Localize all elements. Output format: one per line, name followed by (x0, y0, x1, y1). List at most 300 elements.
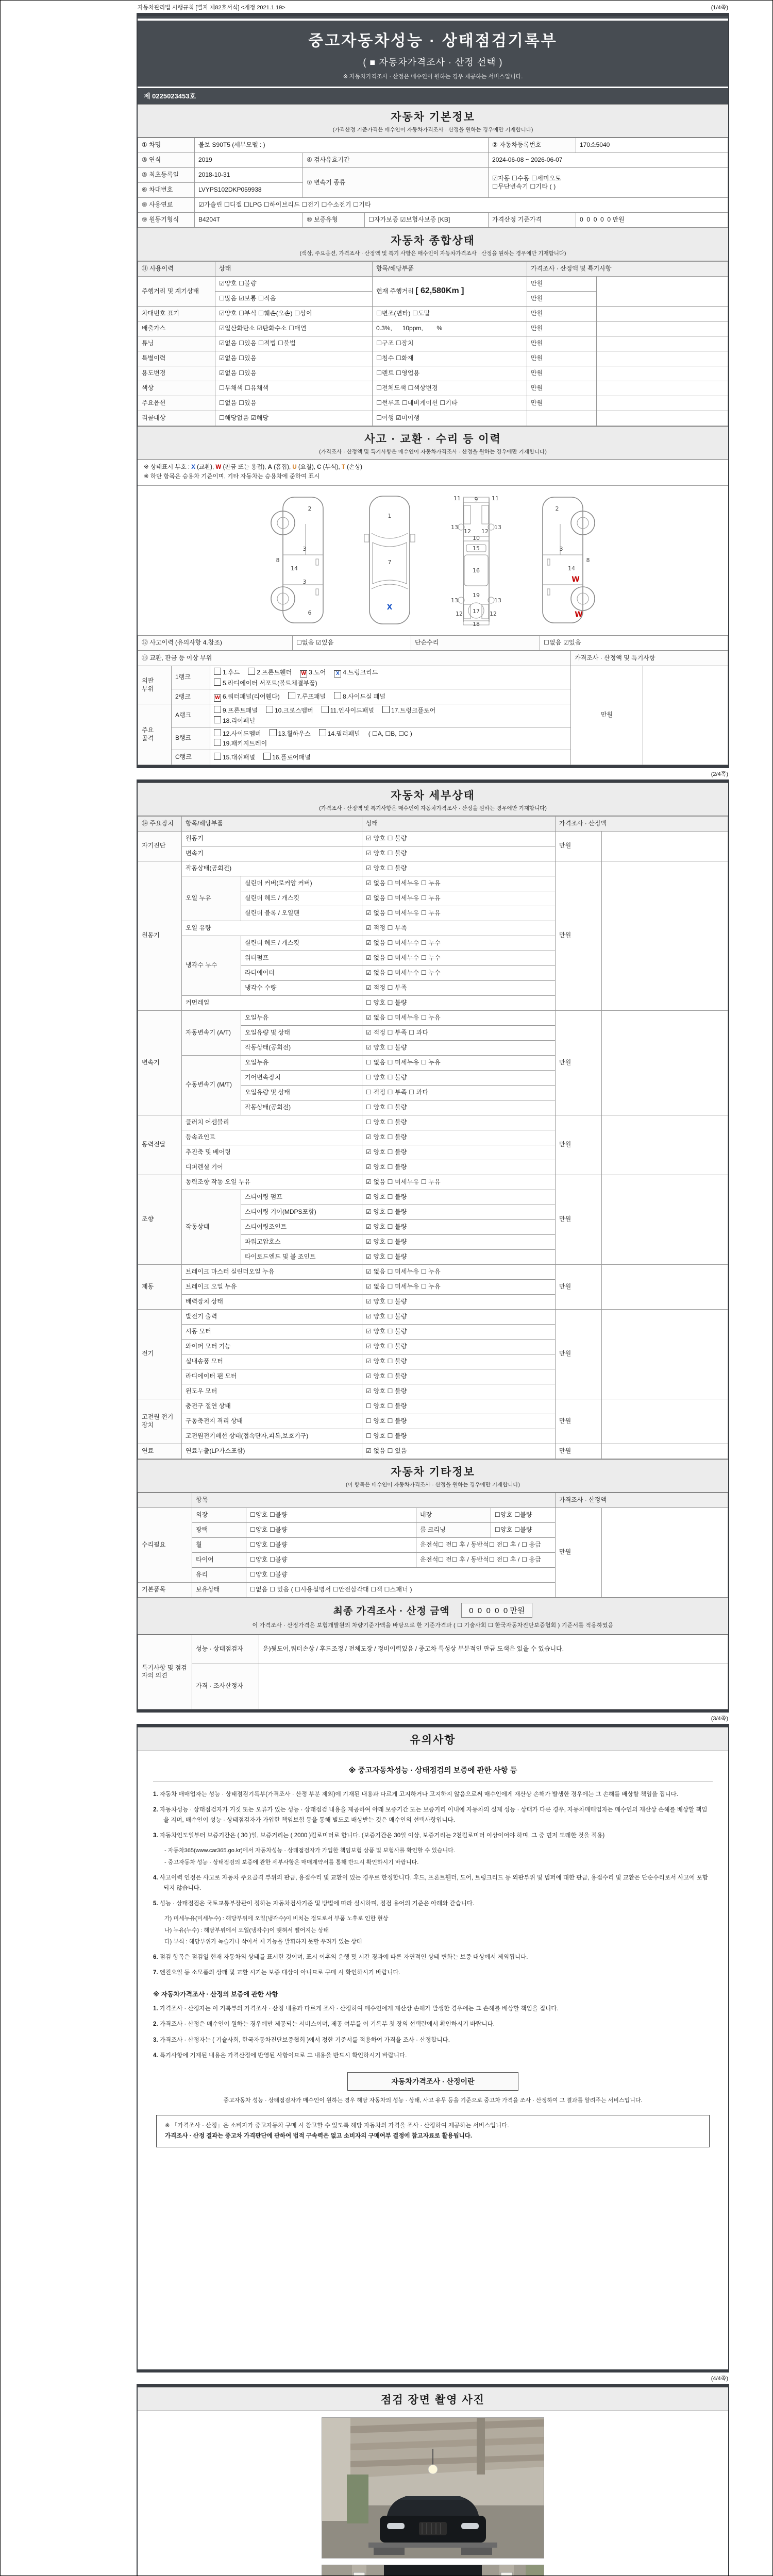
column-header: 항목/해당부품 (373, 262, 527, 277)
device-group-label: 자기진단 (138, 831, 182, 861)
cell-note (602, 1399, 728, 1444)
notice-sub-item: - 중고자동차 성능 · 상태점검의 보증에 관한 세부사항은 매매계약서를 통해 반드시 확인하시기 바랍니다. (164, 1859, 419, 1866)
cell-label: 내장 (416, 1507, 491, 1522)
rank-label: A랭크 (172, 704, 210, 727)
diagram-part-label: 13 (451, 597, 458, 604)
cell-price (527, 411, 597, 426)
section-overall-note: (색상, 주요옵션, 가격조사 · 산정액 및 특기 사항은 매수인이 자동차가격조사 · 산정을 원하는 경우에만 기재합니다) (299, 250, 566, 257)
sub-group-label: 수동변속기 (M/T) (182, 1055, 241, 1115)
notice-item: 5. 성능 · 상태점검은 국토교통부장관이 정하는 자동차검사기준 및 방법에 따라 실시하며, 점검 용어의 기준은 아래와 같습니다. (153, 1900, 475, 1907)
diagram-part-label: 2 (555, 505, 559, 512)
warranty-type-value: ☐자가보증 ☑보험사보증 [KB] (365, 213, 489, 228)
cell-options: ☑ 없음 ☐ 미세누유 ☐ 누유 (362, 1264, 556, 1279)
cell-options: ☑ 양호 ☐ 불량 (362, 1249, 556, 1264)
cell-item: 파워고압호스 (241, 1234, 362, 1249)
notice-sub-item: 나) 누유(누수) : 해당부위에서 오일(냉각수)이 맺혀서 떨어지는 상태 (164, 1927, 329, 1934)
cell-label: 외장 (192, 1507, 246, 1522)
cell-note (602, 1264, 728, 1309)
cell-item: 충전구 절연 상태 (182, 1399, 362, 1414)
block-notice (137, 1724, 729, 2372)
rank-item: 15.대쉬패널 (214, 754, 255, 761)
device-group-label: 동력전달 (138, 1115, 182, 1175)
price-header: 가격조사 · 산정액 및 특기사항 (571, 651, 728, 666)
year-label: ③ 연식 (138, 153, 195, 168)
diagram-part-label: 14 (291, 565, 298, 572)
diagram-part-label: 10 (473, 534, 480, 541)
cell-item: 클러치 어셈블리 (182, 1115, 362, 1130)
device-group-label: 변속기 (138, 1010, 182, 1115)
final-price-note: 이 가격조사 · 산정가격은 보험개발원의 차량기준가액을 바탕으로 한 기준가격과 ( ☐ 기술사회 ☐ 한국자동차진단보증협회 ) 기준서를 적용하였음 (252, 1622, 614, 1629)
checkbox-icon (214, 716, 221, 723)
cell-item: 등속죠인트 (182, 1130, 362, 1145)
notice-item: 2. 자동차성능 · 상태점검자가 거짓 또는 오류가 있는 성능 · 상태점검 내용을 제공하여 아래 보증기간 또는 보증거리 이내에 자동차의 실제 성능 · 상태가 다른 경우, 자동차매매업자는 매수인의 재산상 손해를 배상할 책임을 지며, 매수인이 성능 · 상태점검자가 가입한 책임보험 등을 통해 별도로 배상받는 것은 매수인의 선택사항입니다. (153, 1806, 708, 1823)
cell-options: ☑ 적정 ☐ 부족 (362, 980, 556, 995)
cell-item: 브레이크 오일 누유 (182, 1279, 362, 1294)
checkbox-icon (319, 729, 326, 736)
cell-options: ☑ 양호 ☐ 불량 (362, 1384, 556, 1399)
cell-options: ☑ 적정 ☐ 부족 (362, 921, 556, 936)
cell-options: ☑ 없음 ☐ 미세누수 ☐ 누수 (362, 965, 556, 980)
cell-label: 광택 (192, 1522, 246, 1537)
cell-item: 변속기 (182, 846, 362, 861)
notice-footer-line1: ※ 「가격조사 · 산정」은 소비자가 중고자동차 구매 시 참고할 수 있도록 해당 자동차의 가격을 조사 · 산정하여 제공하는 서비스입니다. (165, 2122, 509, 2129)
cell-item: 실내송풍 모터 (182, 1354, 362, 1369)
cell-price: 만원 (527, 292, 597, 307)
price-survey-option-label: ( ■ 자동차가격조사 · 산정 선택 ) (363, 57, 503, 67)
title-divider (138, 19, 728, 21)
cell-note (602, 1309, 728, 1399)
price-survey-note: ※ 자동차가격조사 · 산정은 매수인이 원하는 경우 제공하는 서비스입니다. (343, 74, 523, 80)
rank-item: W 3.도어 (300, 669, 326, 676)
opinion-label: 특기사항 및 점검자의 의견 (138, 1635, 192, 1709)
appraiser-label: 가격 · 조사산정자 (192, 1664, 259, 1709)
cell-item: 라디에이터 (241, 965, 362, 980)
checkbox-icon (214, 706, 221, 713)
section-basic-info-title: 자동차 기본정보 (391, 111, 475, 123)
cell-note (602, 1010, 728, 1115)
cell-label: 휠 (192, 1537, 246, 1552)
section-overall-header (138, 228, 728, 261)
page-number-2: (2/4쪽) (711, 771, 728, 777)
diagram-part-label: 13 (451, 523, 458, 531)
rank-items (210, 750, 571, 765)
cell-options: ☐ 양호 ☐ 불량 (362, 1414, 556, 1429)
inspection-photo-underbody (322, 2565, 544, 2576)
notice-sub-item: - 자동차365(www.car365.go.kr)에서 자동차성능 · 상태점검자가 가입한 책임보험 상품 및 보험사를 확인할 수 있습니다. (164, 1848, 455, 1854)
cell-price: 만원 (556, 1115, 602, 1175)
cell-options: ☑ 없음 ☐ 미세누유 ☐ 누유 (362, 906, 556, 921)
rank-items (210, 666, 571, 689)
cell-options: ☑ 없음 ☐ 미세누수 ☐ 누수 (362, 936, 556, 951)
cell-item: 추진축 및 베어링 (182, 1145, 362, 1160)
overall-state-table (138, 261, 728, 426)
rank-item: 1.후드 (214, 669, 240, 676)
legend-text: (판금 또는 용접), (221, 464, 268, 470)
panel-group-label: 주요 골격 (138, 704, 172, 765)
cell-options: ☑ 양호 ☐ 불량 (362, 1145, 556, 1160)
etc-info-table (138, 1493, 728, 1598)
notice-body (138, 1751, 728, 2369)
diagram-part-label: 19 (473, 591, 480, 599)
cell-options: ☐양호 ☐불량 (246, 1567, 556, 1582)
cell-options: ☐ 양호 ☐ 불량 (362, 1100, 556, 1115)
base-price-value: 0 0 0 0 0 만원 (576, 213, 728, 228)
sub-group-label: 자동변속기 (A/T) (182, 1010, 241, 1055)
cell-item: 타이로드엔드 및 볼 조인트 (241, 1249, 362, 1264)
rank-item: 19.패키지트레이 (214, 740, 267, 747)
checkbox-icon (270, 729, 277, 736)
section-detail-title: 자동차 세부상태 (391, 789, 475, 802)
damage-mark-w-icon: W (214, 694, 221, 702)
section-overall-title: 자동차 종합상태 (391, 235, 475, 247)
cell-price: 만원 (556, 1444, 602, 1459)
etc-group-label: 수리필요 (138, 1507, 192, 1582)
cell-options: ☐ 양호 ☐ 불량 (362, 1070, 556, 1085)
column-header: ⑪ 사용이력 (138, 262, 215, 277)
notice-item: 4. 사고이력 인정은 사고로 자동차 주요골격 부위의 판금, 용접수리 및 교환이 있는 경우로 한정합니다. 후드, 프론트휀더, 도어, 트렁크리드 등 외판부위 및 범퍼에 대한 판금, 용접수리 및 교환은 단순수리로서 사고에 포함되지 않습니다. (153, 1874, 708, 1891)
damage-symbol-a: A (267, 464, 272, 470)
cell-label: 주행거리 및 계기상태 (138, 277, 215, 307)
first-reg-label: ⑤ 최초등록일 (138, 168, 195, 183)
block-detail-state (137, 779, 729, 1713)
checkbox-icon (263, 753, 271, 760)
cell-options: ☐양호 ☐불량 (246, 1522, 416, 1537)
cell-item: ☐썬루프 ☐네비게이션 ☐기타 (373, 396, 527, 411)
cell-options: ☑ 적정 ☐ 부족 ☐ 과다 (362, 1025, 556, 1040)
car-name-label: ① 차명 (138, 138, 195, 153)
damage-symbol-t: T (341, 464, 345, 470)
diagram-part-label: 1 (388, 512, 392, 519)
section-etc-header (138, 1459, 728, 1493)
cell-label: 튜닝 (138, 336, 215, 351)
cell-item: 스티어링 기어(MDPS포함) (241, 1205, 362, 1219)
cell-options: ☑ 양호 ☐ 불량 (362, 1369, 556, 1384)
cell-options: ☑ 양호 ☐ 불량 (362, 1040, 556, 1055)
section-basic-info-header (138, 104, 728, 138)
cell-options: ☑ 없음 ☐ 미세누유 ☐ 누유 (362, 876, 556, 891)
damage-mark-x-icon: X (334, 670, 341, 677)
diagram-part-label: 3 (559, 545, 563, 552)
diagram-part-label: W (572, 575, 580, 584)
damage-symbol-w: W (215, 464, 222, 470)
cell-price: 만원 (527, 336, 597, 351)
column-header: 상태 (362, 816, 556, 831)
cell-note (597, 381, 728, 396)
panel-rank-table (138, 651, 728, 765)
diagram-part-label: 13 (494, 523, 501, 531)
cell-options: ☑ 없음 ☐ 미세누유 ☐ 누유 (362, 891, 556, 906)
rank-label: 2랭크 (172, 689, 210, 704)
cell-options: ☑ 양호 ☐ 불량 (362, 846, 556, 861)
rank-label: C랭크 (172, 750, 210, 765)
cell-options: ☑ 양호 ☐ 불량 (362, 1294, 556, 1309)
cell-note (643, 666, 728, 765)
diagram-part-label: X (386, 603, 393, 612)
cell-item: 라디에이터 팬 모터 (182, 1369, 362, 1384)
diagram-part-label: 8 (276, 556, 280, 564)
cell-options: ☑ 양호 ☐ 불량 (362, 1160, 556, 1175)
accident-history-table (138, 635, 728, 651)
document-title-box (138, 16, 728, 87)
section-detail-note: (가격조사 · 산정액 및 특기사항은 매수인이 자동차가격조사 · 산정을 원하는 경우에만 기재합니다) (319, 805, 547, 811)
rank-item: 8.사이드실 패널 (334, 693, 385, 700)
notice-item: 2. 가격조사 · 산정은 매수인이 원하는 경우에만 제공되는 서비스이며, 제공 여부를 이 기록부 첫 장의 선택란에서 확인하시기 바랍니다. (153, 2021, 495, 2028)
cell-item: 실린더 헤드 / 개스킷 (241, 891, 362, 906)
diagram-part-label: 14 (568, 565, 575, 572)
cell-item: 와이퍼 모터 기능 (182, 1339, 362, 1354)
cell-item: 현재 주행거리 [ 62,580Km ] (373, 277, 527, 307)
cell-item: 고전원전기배선 상태(접속단자,피복,보호기구) (182, 1429, 362, 1444)
section-basic-info-note: (가격산정 기준가격은 매수인이 자동차가격조사 · 산정을 원하는 경우에만 기재합니다) (332, 127, 533, 133)
reg-no-value: 170소5040 (576, 138, 728, 153)
page-number-1: (1/4쪽) (711, 5, 728, 11)
cell-item: 오일누유 (241, 1010, 362, 1025)
diagram-part-label: 9 (474, 496, 478, 503)
cell-item: ☐렌트 ☐영업용 (373, 366, 527, 381)
cell-options: ☑ 없음 ☐ 미세누수 ☐ 누수 (362, 951, 556, 965)
cell-options: ☐해당없음 ☑해당 (215, 411, 373, 426)
diagram-part-label: 12 (456, 610, 463, 617)
rank-item: 9.프론트패널 (214, 707, 258, 714)
cell-options: ☑ 양호 ☐ 불량 (362, 861, 556, 876)
cell-options: ☑ 없음 ☐ 미세누유 ☐ 누유 (362, 1279, 556, 1294)
cell-options: ☐없음 ☐있음 (215, 396, 373, 411)
transmission-label: ⑦ 변속기 종류 (303, 168, 489, 198)
cell-item: 실린더 커버(로커암 커버) (241, 876, 362, 891)
cell-item: 오일누유 (241, 1055, 362, 1070)
diagram-part-label: 13 (494, 597, 501, 604)
notice-sub-item: 가) 미세누유(미세누수) : 해당부위에 오일(냉각수)이 비치는 정도로서 부품 노후로 인한 현상 (164, 1916, 389, 1922)
column-header: 항목/해당부품 (182, 816, 362, 831)
cell-options: ☐없음 ☐ 있음 ( ☐사용설명서 ☐안전삼각대 ☐잭 ☐스패너 ) (246, 1582, 556, 1597)
column-header: ⑭ 주요장치 (138, 816, 182, 831)
rank-label: 1랭크 (172, 666, 210, 689)
cell-options: ☐무채색 ☐유채색 (215, 381, 373, 396)
vin-value: LVYPS102DKP059938 (195, 183, 303, 198)
rank-item: 12.사이드멤버 (214, 730, 261, 737)
cell-item: ☐전체도색 ☐색상변경 (373, 381, 527, 396)
cell-label: 보유상태 (192, 1582, 246, 1597)
cell-item: ☐침수 ☐화재 (373, 351, 527, 366)
cell-item: 오일유량 및 상태 (241, 1025, 362, 1040)
simple-repair-label: 단순수리 (411, 635, 540, 650)
device-group-label: 제동 (138, 1264, 182, 1309)
cell-options: ☑일산화탄소 ☑탄화수소 ☐매연 (215, 321, 373, 336)
accident-history-label: ⑫ 사고이력 (유의사항 4.참조) (138, 635, 293, 650)
cell-price: 만원 (556, 1264, 602, 1309)
cell-item: 스티어링조인트 (241, 1219, 362, 1234)
diagram-part-label: 11 (453, 495, 461, 502)
cell-price: 만원 (527, 307, 597, 321)
diagram-part-label: 7 (388, 558, 392, 566)
column-header: 항목 (192, 1493, 556, 1507)
photos-title: 점검 장면 촬영 사진 (381, 2394, 485, 2406)
cell-item: 작동상태(공회전) (241, 1100, 362, 1115)
cell-item: 동력조향 작동 오일 누유 (182, 1175, 362, 1190)
cell-price: 만원 (556, 1175, 602, 1264)
cell-price: 만원 (527, 321, 597, 336)
section-etc-note: (이 항목은 매수인이 자동차가격조사 · 산정을 원하는 경우에만 기재합니다) (345, 1481, 520, 1488)
cell-item: 스티어링 펌프 (241, 1190, 362, 1205)
cell-label: 리콜대상 (138, 411, 215, 426)
car-right-side-diagram (534, 493, 601, 627)
rank-item: 2.프론트휀더 (248, 669, 292, 676)
section-accident-header (138, 426, 728, 460)
cell-label: 특별이력 (138, 351, 215, 366)
cell-options: ☐양호 ☐불량 (491, 1522, 556, 1537)
cell-item: 실린더 헤드 / 개스킷 (241, 936, 362, 951)
car-underbody-diagram (448, 493, 505, 627)
price-survey-definition-title: 자동차가격조사 · 산정이란 (347, 2072, 518, 2091)
cell-label: 타이어 (192, 1552, 246, 1567)
checkbox-icon (248, 668, 255, 675)
notice-warranty-header: ※ 중고자동차성능 · 상태점검의 보증에 관한 사항 등 (153, 1758, 713, 1782)
accident-history-options: ☐없음 ☑있음 (293, 635, 411, 650)
cell-options: ☑ 없음 ☐ 미세누유 ☐ 누유 (362, 1010, 556, 1025)
inspector-label: 성능 · 상태점검자 (192, 1635, 259, 1664)
cell-label: 주요옵션 (138, 396, 215, 411)
cell-note (597, 351, 728, 366)
basic-info-table (138, 138, 728, 228)
cell-options: ☐많음 ☑보통 ☐적음 (215, 292, 373, 307)
cell-price: 만원 (556, 1010, 602, 1115)
checkbox-icon (322, 706, 329, 713)
cell-price: 만원 (556, 1399, 602, 1444)
cell-note (597, 307, 728, 321)
cell-label: 배출가스 (138, 321, 215, 336)
transmission-options-line2: ☐무단변속기 ☐기타 ( ) (492, 182, 556, 190)
cell-options: ☑ 양호 ☐ 불량 (362, 1205, 556, 1219)
cell-item: 배력장치 상태 (182, 1294, 362, 1309)
cell-options: ☑ 양호 ☐ 불량 (362, 1339, 556, 1354)
cell-price: 만원 (527, 277, 597, 292)
first-reg-value: 2018-10-31 (195, 168, 303, 183)
car-top-view-diagram (361, 493, 418, 627)
legend-text: (흠집), (272, 464, 293, 470)
transmission-value (489, 168, 728, 198)
car-left-side-diagram (264, 493, 331, 627)
checkbox-icon (266, 706, 273, 713)
section-etc-title: 자동차 기타정보 (391, 1466, 475, 1478)
rank-label: B랭크 (172, 727, 210, 750)
rank-item: 14.필러패널 (319, 730, 360, 737)
notice-footer-line2: 가격조사 · 산정 결과는 중고차 가격판단에 관하여 법적 구속력은 없고 소비자의 구매여부 결정에 참고자료로 활용됩니다. (165, 2133, 473, 2140)
rank-item: 5.라디에이터 서포트(볼트체결부품) (214, 680, 317, 687)
inspection-label: ④ 검사유효기간 (303, 153, 489, 168)
cell-item: 구동축전지 격리 상태 (182, 1414, 362, 1429)
parts-header: ⑬ 교환, 판금 등 이상 부위 (138, 651, 571, 666)
rank-items (210, 727, 571, 750)
cell-item: 워터펌프 (241, 951, 362, 965)
device-group-label: 고전원 전기장치 (138, 1399, 182, 1444)
base-price-label: 가격산정 기준가격 (489, 213, 576, 228)
rank-item: 18.리어패널 (214, 717, 255, 724)
legend-prefix: ※ 상태표시 부호 : (144, 464, 192, 470)
cell-options: ☑없음 ☐있음 (215, 351, 373, 366)
notice-item: 1. 가격조사 · 산정자는 이 기록부의 가격조사 · 산정 내용과 다르게 조사 · 산정하여 매수인에게 재산상 손해가 발생한 경우에는 그 손해를 배상할 책임을 집니다. (153, 2006, 559, 2012)
checkbox-icon (214, 679, 221, 686)
cell-item: 0.3%, 10ppm, % (373, 321, 527, 336)
cell-options: ☑ 없음 ☐ 있음 (362, 1444, 556, 1459)
diagram-part-label: W (575, 610, 583, 619)
regulation-reference: 자동차관리법 시행규칙 [별지 제82호서식] <개정 2021.1.19> (138, 5, 285, 11)
cell-item: 디퍼렌셜 기어 (182, 1160, 362, 1175)
device-group-label: 조향 (138, 1175, 182, 1264)
column-header: 가격조사 · 산정액 (556, 1493, 728, 1507)
rank-item: 16.플로어패널 (263, 754, 311, 761)
block-photos-signature (137, 2384, 729, 2576)
notice-title: 유의사항 (410, 1734, 456, 1746)
cell-item: 발전기 출력 (182, 1309, 362, 1324)
fuel-label: ⑧ 사용연료 (138, 198, 195, 213)
cell-item: 원동기 (182, 831, 362, 846)
column-header: 상태 (215, 262, 373, 277)
cell-options: ☑ 양호 ☐ 불량 (362, 1219, 556, 1234)
checkbox-icon (214, 729, 221, 736)
cell-note (597, 321, 728, 336)
damage-symbol-legend (138, 460, 728, 486)
simple-repair-options: ☐없음 ☑있음 (540, 635, 728, 650)
final-price-amount: 0 0 0 0 0 만원 (461, 1603, 532, 1618)
cell-label: 용도변경 (138, 366, 215, 381)
diagram-part-label: 3 (303, 545, 307, 552)
cell-options: ☐양호 ☐불량 (246, 1507, 416, 1522)
cell-item: 커먼레일 (182, 995, 362, 1010)
cell-item: 작동상태(공회전) (182, 861, 362, 876)
final-price-strip (138, 1598, 728, 1635)
damage-symbol-u: U (292, 464, 297, 470)
cell-options: ☑ 양호 ☐ 불량 (362, 831, 556, 846)
cell-item: 윈도우 모터 (182, 1384, 362, 1399)
notice-item: 7. 엔진오일 등 소모품의 상태 및 교환 시기는 보증 대상이 아니므로 구매 시 확인하시기 바랍니다. (153, 1970, 400, 1976)
sub-group-label: 냉각수 누수 (182, 936, 241, 995)
cell-item: 냉각수 수량 (241, 980, 362, 995)
legend-text: (부식), (321, 464, 342, 470)
diagram-part-label: 12 (464, 528, 471, 535)
cell-options: ☑양호 ☐불량 (215, 277, 373, 292)
legend-text: (교환), (195, 464, 216, 470)
cell-item: ☐변조(변타) ☐도말 (373, 307, 527, 321)
cell-options: ☑없음 ☐있음 ☐적법 ☐불법 (215, 336, 373, 351)
cell-note (602, 1444, 728, 1459)
cell-note (602, 1115, 728, 1175)
cell-note (597, 277, 728, 307)
cell-options: ☑ 양호 ☐ 불량 (362, 1130, 556, 1145)
cell-price: 만원 (556, 1309, 602, 1399)
cell-options: ☐ 없음 ☐ 미세누유 ☐ 누유 (362, 1055, 556, 1070)
cell-price: 만원 (527, 381, 597, 396)
section-accident-title: 사고 · 교환 · 수리 등 이력 (364, 433, 501, 445)
cell-note-options: 운전석☐ 전☐ 후 / 동반석☐ 전☐ 후 / ☐ 응급 (416, 1537, 556, 1552)
cell-label: 색상 (138, 381, 215, 396)
checkbox-icon (214, 753, 221, 760)
inspection-photo-front (322, 2417, 544, 2558)
sub-group-label: 작동상태 (182, 1190, 241, 1264)
panel-group-label: 외판 부위 (138, 666, 172, 704)
cell-price: 만원 (527, 351, 597, 366)
checkbox-icon (288, 692, 295, 699)
device-group-label: 원동기 (138, 861, 182, 1010)
cell-item: ☐구조 ☐장치 (373, 336, 527, 351)
rank-item: W 6.쿼터패널(리어휀다) (214, 693, 280, 700)
legend-text: (손상) (345, 464, 363, 470)
device-group-label: 전기 (138, 1309, 182, 1399)
column-header (138, 1493, 192, 1507)
car-name-value: 볼보 S90T5 (세부모델 : ) (195, 138, 489, 153)
sub-group-label: 오일 누유 (182, 876, 241, 921)
cell-options: ☐양호 ☐불량 (246, 1552, 416, 1567)
detail-state-table (138, 816, 728, 1459)
